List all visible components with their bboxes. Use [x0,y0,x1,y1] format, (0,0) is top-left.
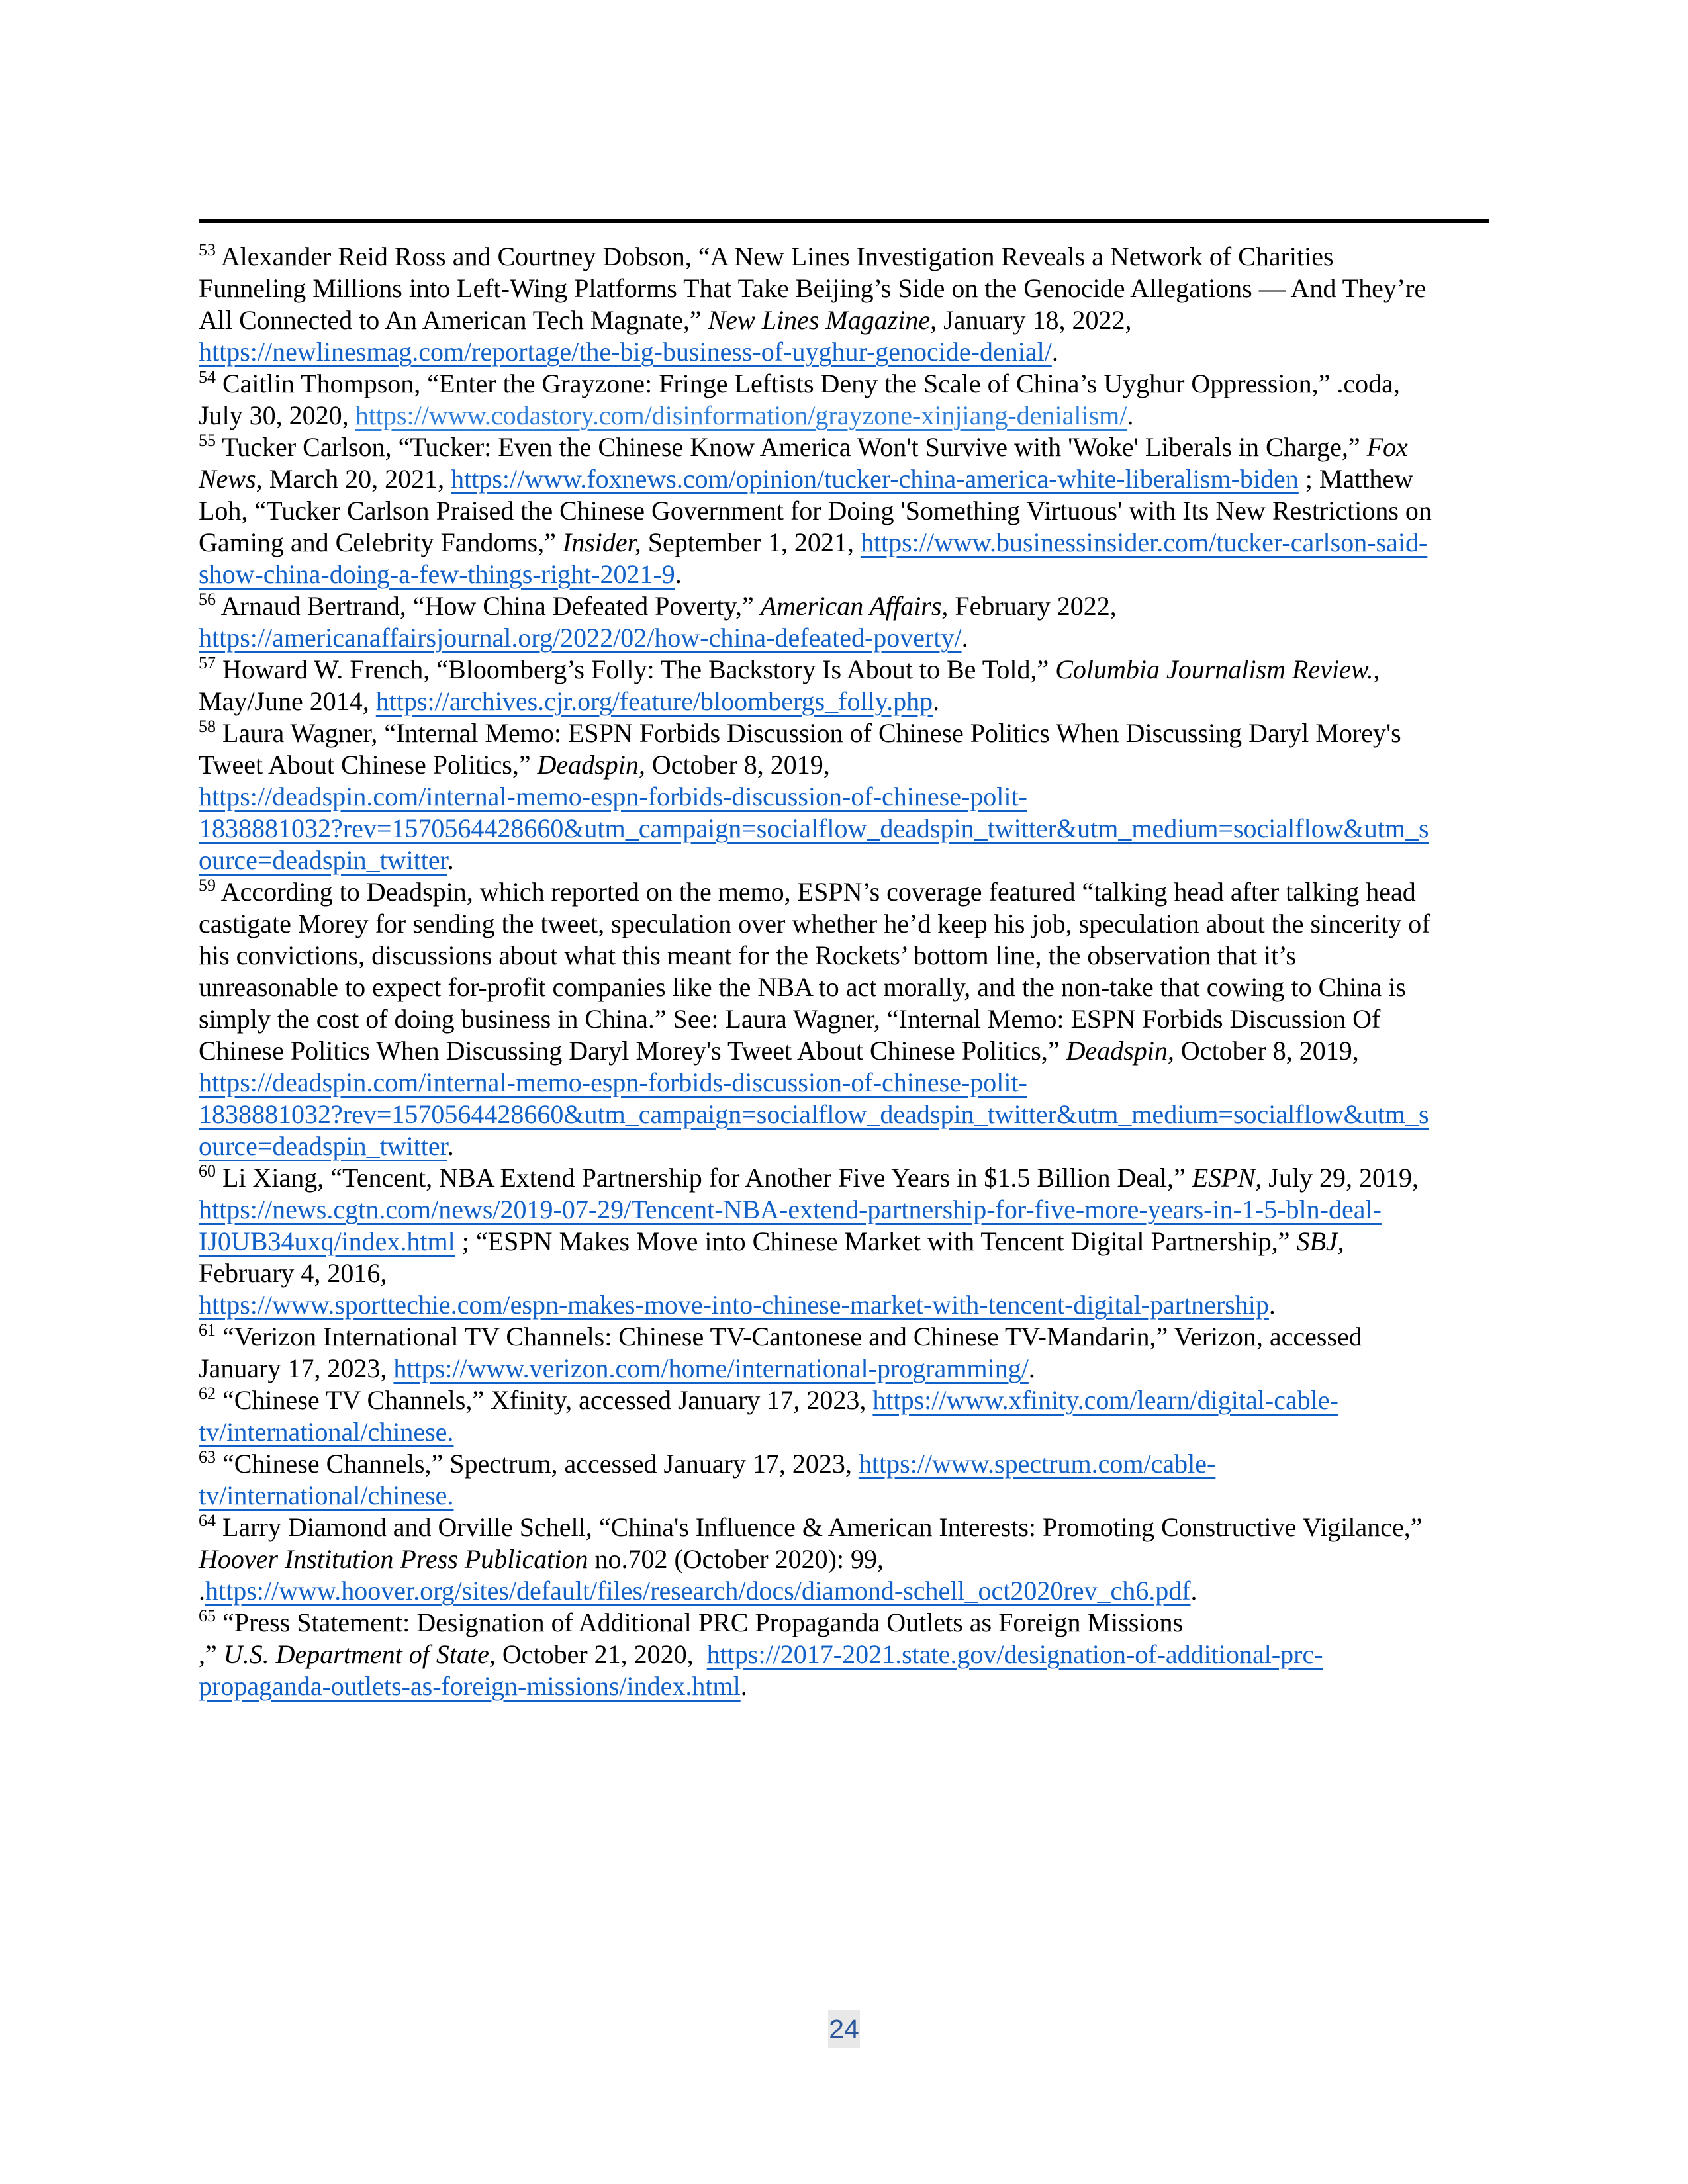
footnote-link[interactable]: https://www.foxnews.com/opinion/tucker-china-america-white-liberalism-biden [451,464,1299,494]
footnote-line [199,304,1496,336]
footnote-link[interactable]: https://archives.cjr.org/feature/bloombergs_folly.php [375,686,933,716]
footnotes [199,241,1496,1702]
footnote-link[interactable]: ource=deadspin_twitter [199,1131,447,1161]
footnote-number: 64 [199,1511,216,1530]
footnote-link[interactable]: https://www.spectrum.com/cable- [858,1449,1216,1479]
footnote-text: Funneling Millions into Left-Wing Platforms That Take Beijing’s Side on the Genocide Allegations — And They’re [199,273,1427,303]
footnote-line [199,686,1496,717]
footnote-line [199,622,1496,654]
footnote-text: . [1051,337,1058,367]
footnote-text: Loh, “Tucker Carlson Praised the Chinese Government for Doing 'Something Virtuous' with Its New Restrictions on [199,496,1432,525]
footnote-link[interactable]: https://www.hoover.org/sites/default/files/research/docs/diamond-schell_oct2020rev_ch6.pdf [205,1576,1191,1606]
footnote-separator [199,219,1489,223]
footnote-text: , October 21, 2020, [489,1639,707,1669]
footnote-text: Tweet About Chinese Politics,” [199,750,538,780]
footnote-text: simply the cost of doing business in China.” See: Laura Wagner, “Internal Memo: ESPN Forbids Discussion Of [199,1004,1381,1034]
footnote-text: According to Deadspin, which reported on the memo, ESPN’s coverage featured “talking head after talking head [216,877,1416,907]
footnote-65 [199,1607,1496,1702]
footnote-link[interactable]: https://www.sporttechie.com/espn-makes-move-into-chinese-market-with-tencent-digital-partnership [199,1290,1269,1320]
footnote-line [199,400,1496,432]
footnote-text: his convictions, discussions about what this meant for the Rockets’ bottom line, the observation that it’s [199,940,1296,970]
footnote-line [199,1257,1496,1289]
footnote-line [199,463,1496,495]
footnote-text: . [447,1131,454,1161]
footnote-link[interactable]: https://www.codastory.com/disinformation/grayzone-xinjiang-denialism/ [355,400,1127,430]
footnote-link[interactable]: IJ0UB34uxq/index.html [199,1226,455,1256]
footnote-number: 56 [199,590,216,609]
footnote-line [199,1353,1496,1385]
footnote-text: February 4, 2016, [199,1258,387,1288]
footnote-text: “Chinese Channels,” Spectrum, accessed January 17, 2023, [216,1449,859,1479]
footnote-line [199,1480,1496,1512]
page-number-field[interactable] [828,2010,860,2048]
footnote-line [199,813,1496,844]
footnote-link[interactable]: https://www.businessinsider.com/tucker-carlson-said- [860,527,1428,557]
footnote-line [199,749,1496,781]
footnote-text: News, [199,464,263,494]
footnote-line [199,1607,1496,1639]
footnote-text: May/June 2014, [199,686,376,716]
footnote-text: February 2022, [948,591,1117,621]
footnote-text: American Affairs, [760,591,949,621]
footnote-text: Li Xiang, “Tencent, NBA Extend Partnership for Another Five Years in $1.5 Billion Deal,” [216,1163,1192,1193]
footnote-text: Tucker Carlson, “Tucker: Even the Chinese Know America Won't Survive with 'Woke' Liberals in Charge,” [216,432,1367,462]
footnote-63 [199,1448,1496,1512]
footnote-link[interactable]: tv/international/chinese. [199,1417,454,1447]
footnote-text: . [199,1576,205,1606]
footnote-text: Insider, [562,527,641,557]
footnote-text: Laura Wagner, “Internal Memo: ESPN Forbids Discussion of Chinese Politics When Discussing Daryl Morey's [216,718,1401,748]
footnote-line [199,1448,1496,1480]
footnote-link[interactable]: tv/international/chinese. [199,1480,454,1510]
footnote-number: 59 [199,876,216,895]
footnote-number: 65 [199,1606,216,1625]
footnote-text: New Lines Magazine [708,305,931,335]
footnote-line [199,781,1496,813]
footnote-link[interactable]: 1838881032?rev=1570564428660&utm_campaign=socialflow_deadspin_twitter&utm_medium=socialflow&utm_s [199,813,1429,843]
footnote-text: Caitlin Thompson, “Enter the Grayzone: Fringe Leftists Deny the Scale of China’s Uyghur Oppression,” .coda, [216,369,1400,398]
footnote-line [199,1512,1496,1543]
footnote-number: 58 [199,717,216,736]
footnote-line [199,590,1496,622]
footnote-text: “Press Statement: Designation of Additional PRC Propaganda Outlets as Foreign Missions [216,1608,1184,1637]
footnote-text: . [447,845,454,875]
footnote-61 [199,1321,1496,1385]
footnote-line [199,1385,1496,1416]
footnote-text: July 29, 2019, [1262,1163,1419,1193]
footnote-53 [199,241,1496,368]
footnote-text: castigate Morey for sending the tweet, speculation over whether he’d keep his job, speculation about the sincerity of [199,909,1430,938]
footnote-link[interactable]: propaganda-outlets-as-foreign-missions/index.html [199,1671,741,1701]
footnote-text: no.702 (October 2020): 99, [588,1544,884,1574]
footnote-60 [199,1162,1496,1321]
footnote-text: Fox [1366,432,1408,462]
footnote-text: ; “ESPN Makes Move into Chinese Market with Tencent Digital Partnership,” [455,1226,1297,1256]
footnote-text: ; Matthew [1298,464,1414,494]
footnote-text: ESPN, [1192,1163,1262,1193]
footnote-line [199,1639,1496,1670]
footnote-text: Arnaud Bertrand, “How China Defeated Poverty,” [216,591,761,621]
footnote-line [199,368,1496,400]
footnote-56 [199,590,1496,654]
footnote-text: . [1268,1290,1276,1320]
footnote-line [199,972,1496,1003]
footnote-text: Larry Diamond and Orville Schell, “China's Influence & American Interests: Promoting Constructive Vigilance,” [216,1512,1423,1542]
footnote-text: Howard W. French, “Bloomberg’s Folly: The Backstory Is About to Be Told,” [216,655,1056,684]
footnote-text: . [1028,1353,1035,1383]
footnote-text: October 8, 2019, [1174,1036,1359,1066]
footnote-text: “Chinese TV Channels,” Xfinity, accessed January 17, 2023, [216,1385,873,1415]
footnote-58 [199,717,1496,876]
footnote-line [199,241,1496,273]
footnote-link[interactable]: https://news.cgtn.com/news/2019-07-29/Tencent-NBA-extend-partnership-for-five-more-years-in-1-5-bln-deal- [199,1195,1382,1224]
footnote-text: Gaming and Celebrity Fandoms,” [199,527,563,557]
footnote-link[interactable]: https://deadspin.com/internal-memo-espn-forbids-discussion-of-chinese-polit- [199,782,1027,811]
footnote-text: Deadspin, [537,750,645,780]
footnote-54 [199,368,1496,432]
footnote-number: 53 [199,240,216,259]
footnote-line [199,940,1496,972]
footnote-text: January 17, 2023, [199,1353,394,1383]
footnote-line [199,1194,1496,1226]
footnote-text: unreasonable to expect for-profit companies like the NBA to act morally, and the non-take that cowing to China is [199,972,1406,1002]
footnote-text: Alexander Reid Ross and Courtney Dobson, “A New Lines Investigation Reveals a Network of Charities [216,242,1334,271]
footnote-line [199,1543,1496,1575]
footnote-text: ,” [199,1639,224,1669]
footnote-text: September 1, 2021, [641,527,861,557]
footnote-text: “Verizon International TV Channels: Chinese TV-Cantonese and Chinese TV-Mandarin,” Verizon, accessed [216,1322,1362,1351]
footnote-line [199,1035,1496,1067]
footnote-line [199,717,1496,749]
footnote-text: , January 18, 2022, [930,305,1132,335]
footnote-text: Chinese Politics When Discussing Daryl Morey's Tweet About Chinese Politics,” [199,1036,1066,1066]
footnote-line [199,1099,1496,1130]
footnote-text: . [1127,400,1134,430]
footnote-text: October 8, 2019, [645,750,830,780]
footnote-text: SBJ, [1296,1226,1344,1256]
footnote-line [199,844,1496,876]
footnote-number: 55 [199,431,216,450]
footnote-line [199,432,1496,463]
footnote-59 [199,876,1496,1162]
footnote-link[interactable]: https://2017-2021.state.gov/designation-of-additional-prc- [706,1639,1323,1669]
footnote-line [199,1289,1496,1321]
footnote-number: 54 [199,367,216,387]
footnote-line [199,273,1496,304]
footnote-line [199,559,1496,590]
footnote-link[interactable]: https://www.xfinity.com/learn/digital-cable- [872,1385,1338,1415]
footnote-text: Columbia Journalism Review. [1055,655,1374,684]
footnote-text: . [740,1671,747,1701]
footnote-line [199,876,1496,908]
footnote-64 [199,1512,1496,1607]
footnote-text: . [961,623,968,653]
footnote-link[interactable]: https://deadspin.com/internal-memo-espn-forbids-discussion-of-chinese-polit- [199,1068,1027,1097]
footnote-line [199,654,1496,686]
footnote-text: . [933,686,940,716]
footnote-55 [199,432,1496,590]
footnote-text: . [1190,1576,1197,1606]
footnote-link[interactable]: https://americanaffairsjournal.org/2022/02/how-china-defeated-poverty/ [199,623,962,653]
footnote-line [199,527,1496,559]
footnote-text: March 20, 2021, [262,464,451,494]
footnote-line [199,1162,1496,1194]
footnote-text: Deadspin, [1066,1036,1174,1066]
footnote-number: 57 [199,653,216,672]
footnote-line [199,1226,1496,1257]
footnote-line [199,495,1496,527]
footnote-number: 63 [199,1447,216,1467]
footnote-link[interactable]: ource=deadspin_twitter [199,845,447,875]
footnote-line [199,1130,1496,1162]
footnote-text: , [1373,655,1380,684]
footnote-line [199,1416,1496,1448]
footnote-text: All Connected to An American Tech Magnate,” [199,305,708,335]
footnote-line [199,1067,1496,1099]
footnote-link[interactable]: 1838881032?rev=1570564428660&utm_campaign=socialflow_deadspin_twitter&utm_medium=socialflow&utm_s [199,1099,1429,1129]
footnote-text: July 30, 2020, [199,400,355,430]
footnote-text: Hoover Institution Press Publication [199,1544,588,1574]
footnote-number: 61 [199,1320,216,1340]
footnote-text: U.S. Department of State [223,1639,489,1669]
footnote-link[interactable]: https://www.verizon.com/home/international-programming/ [393,1353,1029,1383]
footnote-62 [199,1385,1496,1448]
footnote-number: 60 [199,1161,216,1181]
footnote-57 [199,654,1496,717]
footnote-text: . [675,559,682,589]
footnote-line [199,1670,1496,1702]
footnote-line [199,1321,1496,1353]
footnote-line [199,1003,1496,1035]
footnote-line [199,336,1496,368]
page-number: 24 [829,2013,859,2044]
footnote-number: 62 [199,1384,216,1403]
footnote-line [199,1575,1496,1607]
footnote-link[interactable]: show-china-doing-a-few-things-right-2021-9 [199,559,675,589]
footnote-line [199,908,1496,940]
footnote-link[interactable]: https://newlinesmag.com/reportage/the-big-business-of-uyghur-genocide-denial/ [199,337,1052,367]
